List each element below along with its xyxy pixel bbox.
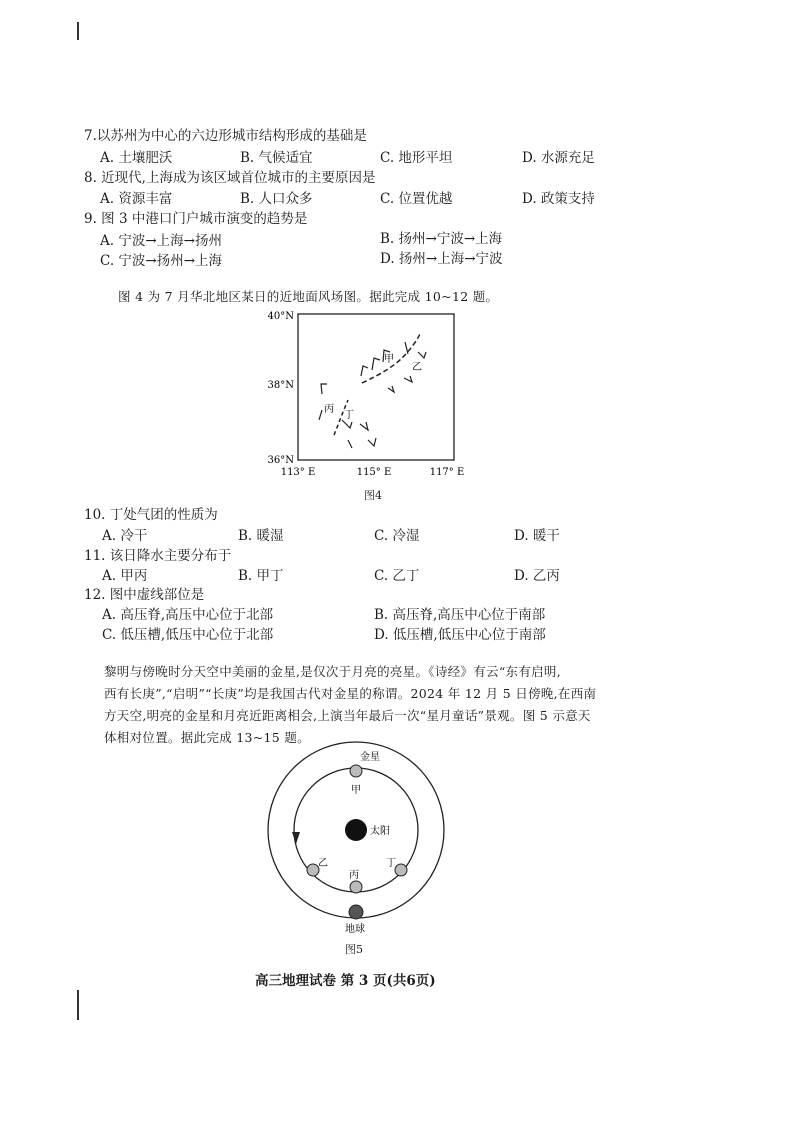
q9-option-a[interactable]: A. 宁波→上海→扬州 <box>100 233 222 249</box>
q12-option-c[interactable]: C. 低压槽,低压中心位于北部 <box>102 627 274 643</box>
point-label-jia: 甲 <box>384 354 394 365</box>
fig4-intro: 图 4 为 7 月华北地区某日的近地面风场图。据此完成 10~12 题。 <box>118 289 499 304</box>
venus-bing-disc <box>350 881 362 893</box>
venus-ding-disc <box>395 864 407 876</box>
q8-option-d[interactable]: D. 政策支持 <box>522 191 595 207</box>
earth-disc <box>349 905 363 919</box>
lon-label-113: 113° E <box>280 467 316 478</box>
q10-option-a[interactable]: A. 冷干 <box>102 528 148 544</box>
label-bing: 丙 <box>349 870 359 881</box>
q7-option-b[interactable]: B. 气候适宜 <box>240 150 313 166</box>
q11-option-c[interactable]: C. 乙丁 <box>374 568 420 584</box>
sun-label: 太阳 <box>370 826 390 837</box>
fig4-wind-map <box>0 300 793 500</box>
q7-stem: 7.以苏州为中心的六边形城市结构形成的基础是 <box>84 128 367 144</box>
earth-label: 地球 <box>345 924 365 935</box>
fig5-orbit-diagram <box>0 740 793 960</box>
q9-option-d[interactable]: D. 扬州→上海→宁波 <box>380 251 503 267</box>
fig5-caption: 图5 <box>345 943 363 956</box>
q10-option-b[interactable]: B. 暖湿 <box>238 528 284 544</box>
passage-line-4: 体相对位置。据此完成 13~15 题。 <box>104 730 310 745</box>
point-label-bing: 丙 <box>324 404 334 415</box>
q11-stem: 11. 该日降水主要分布于 <box>84 548 232 564</box>
point-label-ding: 丁 <box>344 410 354 421</box>
lat-label-40: 40°N <box>267 311 294 322</box>
point-label-yi: 乙 <box>412 362 422 373</box>
q10-option-d[interactable]: D. 暖干 <box>514 528 560 544</box>
scan-edge-bottom <box>77 990 79 1020</box>
scan-edge-top <box>77 22 79 40</box>
q8-option-a[interactable]: A. 资源丰富 <box>100 191 173 207</box>
q9-stem: 9. 图 3 中港口门户城市演变的趋势是 <box>84 211 308 227</box>
page-footer: 高三地理试卷 第 3 页(共6页) <box>255 973 436 989</box>
lon-label-117: 117° E <box>429 467 465 478</box>
q11-option-a[interactable]: A. 甲丙 <box>102 568 148 584</box>
sun-disc <box>345 819 367 841</box>
q9-option-c[interactable]: C. 宁波→扬州→上海 <box>100 253 223 269</box>
q12-option-d[interactable]: D. 低压槽,低压中心位于南部 <box>374 627 546 643</box>
passage-line-1: 黎明与傍晚时分天空中美丽的金星,是仅次于月亮的亮星。《诗经》有云“东有启明, <box>104 664 561 679</box>
q12-option-a[interactable]: A. 高压脊,高压中心位于北部 <box>102 607 274 623</box>
lat-label-36: 36°N <box>267 455 294 466</box>
q12-option-b[interactable]: B. 高压脊,高压中心位于南部 <box>374 607 546 623</box>
venus-jia-disc <box>350 765 362 777</box>
q11-option-d[interactable]: D. 乙丙 <box>514 568 560 584</box>
label-jia: 甲 <box>351 785 361 796</box>
q8-stem: 8. 近现代,上海成为该区域首位城市的主要原因是 <box>84 170 376 186</box>
q8-option-b[interactable]: B. 人口众多 <box>240 191 313 207</box>
q12-stem: 12. 图中虚线部位是 <box>84 587 205 603</box>
label-ding: 丁 <box>386 858 396 869</box>
orbit-direction-arrow <box>292 832 300 844</box>
q8-option-c[interactable]: C. 位置优越 <box>380 191 453 207</box>
lon-label-115: 115° E <box>356 467 392 478</box>
venus-label: 金星 <box>360 752 380 763</box>
passage-line-3: 方天空,明亮的金星和月亮近距离相会,上演当年最后一次“星月童话”景观。图 5 示意天 <box>104 708 591 723</box>
fig4-caption: 图4 <box>364 489 382 502</box>
q7-option-d[interactable]: D. 水源充足 <box>522 150 595 166</box>
q7-option-a[interactable]: A. 土壤肥沃 <box>100 150 173 166</box>
q7-option-c[interactable]: C. 地形平坦 <box>380 150 453 166</box>
lat-label-38: 38°N <box>267 380 294 391</box>
q9-option-b[interactable]: B. 扬州→宁波→上海 <box>380 231 503 247</box>
passage-line-2: 西有长庚”,“启明”“长庚”均是我国古代对金星的称谓。2024 年 12 月 5 日傍晚,在西南 <box>104 686 597 701</box>
q10-stem: 10. 丁处气团的性质为 <box>84 507 218 523</box>
label-yi: 乙 <box>318 858 328 869</box>
q10-option-c[interactable]: C. 冷湿 <box>374 528 420 544</box>
q11-option-b[interactable]: B. 甲丁 <box>238 568 284 584</box>
